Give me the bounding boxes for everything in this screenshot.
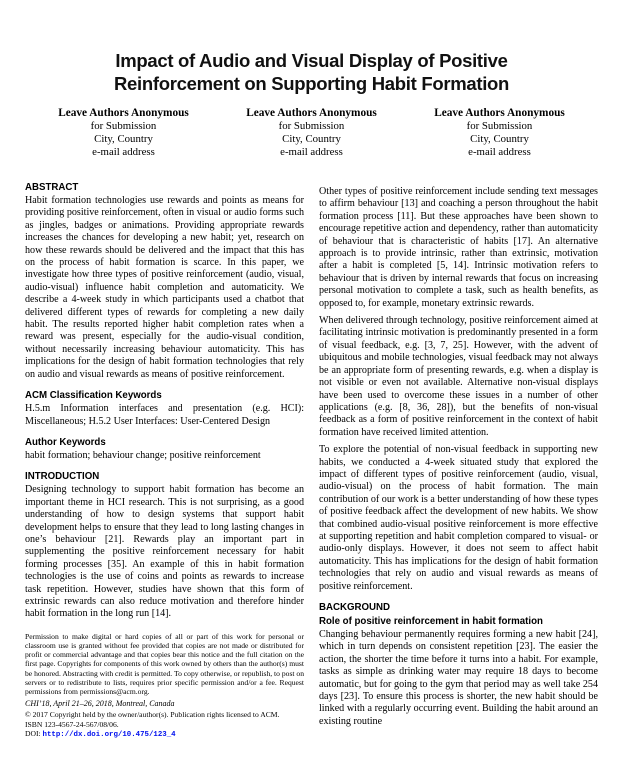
author-email: e-mail address	[280, 146, 343, 158]
author-location: City, Country	[94, 133, 153, 145]
isbn-line: ISBN 123-4567-24-567/08/06.	[25, 719, 119, 729]
body-paragraph-2: When delivered through technology, positive reinforcement aimed at facilitating intrinsic motivation is predominantly presented in a form of visual feedback, e.g. [3, 7, 25]. However, with the advent of ubiquitous and mobile technologies, visual feedback may not always be an appropriate form of presenting rewards, e.g. when a display is not visible or even not available. Alternative non-visual displays have been used to overcome these issues in a number of other applications (e.g. [8, 36, 28]), but the benefits of non-visual feedback as a form of positive reinforcement in the context of habit formation have received limited attention.	[319, 315, 598, 438]
abstract-text: Habit formation technologies use rewards and points as means for providing positive reinforcement, often in visual or audio forms such as jingles, badges or animations. Providing appropriate rewards increases the chances for developing a new habit; yet, research on how these rewards should be delivered and the impact that this has on the process of habit formation is scarce. In this paper, we investigate how three types of positive reinforcement (audio, visual, audio-visual) influence habit completion and automaticity. We describe a 4-week study in which participants used a chatbot that delivered different types of rewards for completing a new daily habit. The results reported higher habit completion rates when a reward was present, especially for the audio-visual condition, without necessarily increasing behaviour automaticity. This has implications for the design of habit formation technologies that rely on audio and visual rewards as means of positive reinforcement.	[25, 195, 304, 380]
role-subheading: Role of positive reinforcement in habit formation	[319, 616, 543, 627]
author-name: Leave Authors Anonymous	[246, 107, 377, 119]
venue-line: CHI’18, April 21–26, 2018, Montreal, Canada	[25, 699, 175, 709]
author-location: City, Country	[470, 133, 529, 145]
doi-label: DOI:	[25, 729, 43, 739]
introduction-heading: INTRODUCTION	[25, 471, 100, 483]
author-name: Leave Authors Anonymous	[434, 107, 565, 119]
body-columns	[25, 182, 598, 740]
author-affiliation: for Submission	[90, 120, 157, 132]
author-keywords-heading: Author Keywords	[25, 436, 106, 448]
title-block	[0, 49, 623, 159]
role-text: Changing behaviour permanently requires forming a new habit [24], which in turn depends on consistent repetition [23]. The easier the action, the shorter the time before it turns into a habit. For example, tasks as simple as drinking water may require 18 days to become automatic, but for going to the gym that period may as well take 254 days [23]. To ensure this process is shorter, the new habit should be linked with a regularly occurring event. Building the habit around an existing routine	[319, 629, 598, 727]
author-affiliation: for Submission	[466, 120, 533, 132]
doi-line	[25, 729, 304, 740]
body-paragraph-3: To explore the potential of non-visual feedback in supporting new habits, we conducted a 4-week situated study that explored the impact of different types of positive reinforcement (audio, visual, audio-visual) on the process of habit formation. The main contribution of our work is a better understanding of how these types of positive feedback affect the development of new habits. We show that combined audio-visual positive reinforcement is more effective at supporting repetition and habit completion compared to visual- or audio-only displays. However, it does not seem to affect habit automaticity. This has implications for the design of habit formation technologies that rely on audio and visual rewards as means of positive reinforcement.	[319, 444, 598, 592]
author-block-3	[425, 107, 575, 159]
authors-row	[0, 107, 623, 159]
left-column	[25, 182, 304, 740]
right-column	[319, 182, 598, 740]
body-paragraph-1: Other types of positive reinforcement include sending text messages to affirm behaviour [13] and coaching a person throughout the habit formation process [11]. But these approaches have been shown to encourage repetitive action and dependency, rather than automaticity of behaviour that is characteristic of habits [17]. An alternative approach is to provide intrinsic, rather than extrinsic, motivation after a habit is completed [5, 14]. Intrinsic motivation refers to behaviour that is driven by internal rewards that focus on increasing personal motivation to complete a task, such as health benefits, as opposed to, for example, monetary extrinsic rewards.	[319, 186, 598, 309]
author-block-2	[237, 107, 387, 159]
background-heading: BACKGROUND	[319, 602, 391, 613]
author-affiliation: for Submission	[278, 120, 345, 132]
author-name: Leave Authors Anonymous	[58, 107, 189, 119]
introduction-text: Designing technology to support habit formation has become an important theme in HCI research. This is not surprising, as a good understanding of how to design systems that support habit development helps to ensure that they lead to long lasting changes in one’s behaviour [21]. Rewards play an important part in supplementing the positive reinforcement necessary for habit forming processes [35]. An example of this in habit formation technologies is the use of coins and points as rewards to increase task repetition. However, studies have shown that this form of extrinsic rewards can also reduce motivation and therefore hinder habit formation in the long run [14].	[25, 484, 304, 620]
abstract-heading: ABSTRACT	[25, 182, 79, 193]
paper-title: Impact of Audio and Visual Display of Positive Reinforcement on Supporting Habit Formation	[113, 50, 510, 94]
author-keywords-text: habit formation; behaviour change; positive reinforcement	[25, 449, 261, 461]
doi-link[interactable]: http://dx.doi.org/10.475/123_4	[42, 731, 176, 740]
permission-notice: Permission to make digital or hard copies of all or part of this work for personal or classroom use is granted without fee provided that copies are not made or distributed for profit or commercial advantage and that copies bear this notice and the full citation on the first page. Copyrights for components of this work owned by others than the author(s) must be honored. Abstracting with credit is permitted. To copy otherwise, or republish, to post on servers or to redistribute to lists, requires prior specific permission and/or a fee. Request permissions from permissions@acm.org.	[25, 631, 304, 696]
imprint-block	[25, 632, 304, 740]
copyright-line: © 2017 Copyright held by the owner/author(s). Publication rights licensed to ACM.	[25, 710, 280, 720]
author-block-1	[49, 107, 199, 159]
author-email: e-mail address	[468, 146, 531, 158]
acm-keywords-heading: ACM Classification Keywords	[25, 390, 162, 402]
author-email: e-mail address	[92, 146, 155, 158]
author-location: City, Country	[282, 133, 341, 145]
acm-keywords-text: H.5.m Information interfaces and presentation (e.g. HCI): Miscellaneous; H.5.2 User Interfaces: User-Centered Design	[25, 403, 304, 427]
